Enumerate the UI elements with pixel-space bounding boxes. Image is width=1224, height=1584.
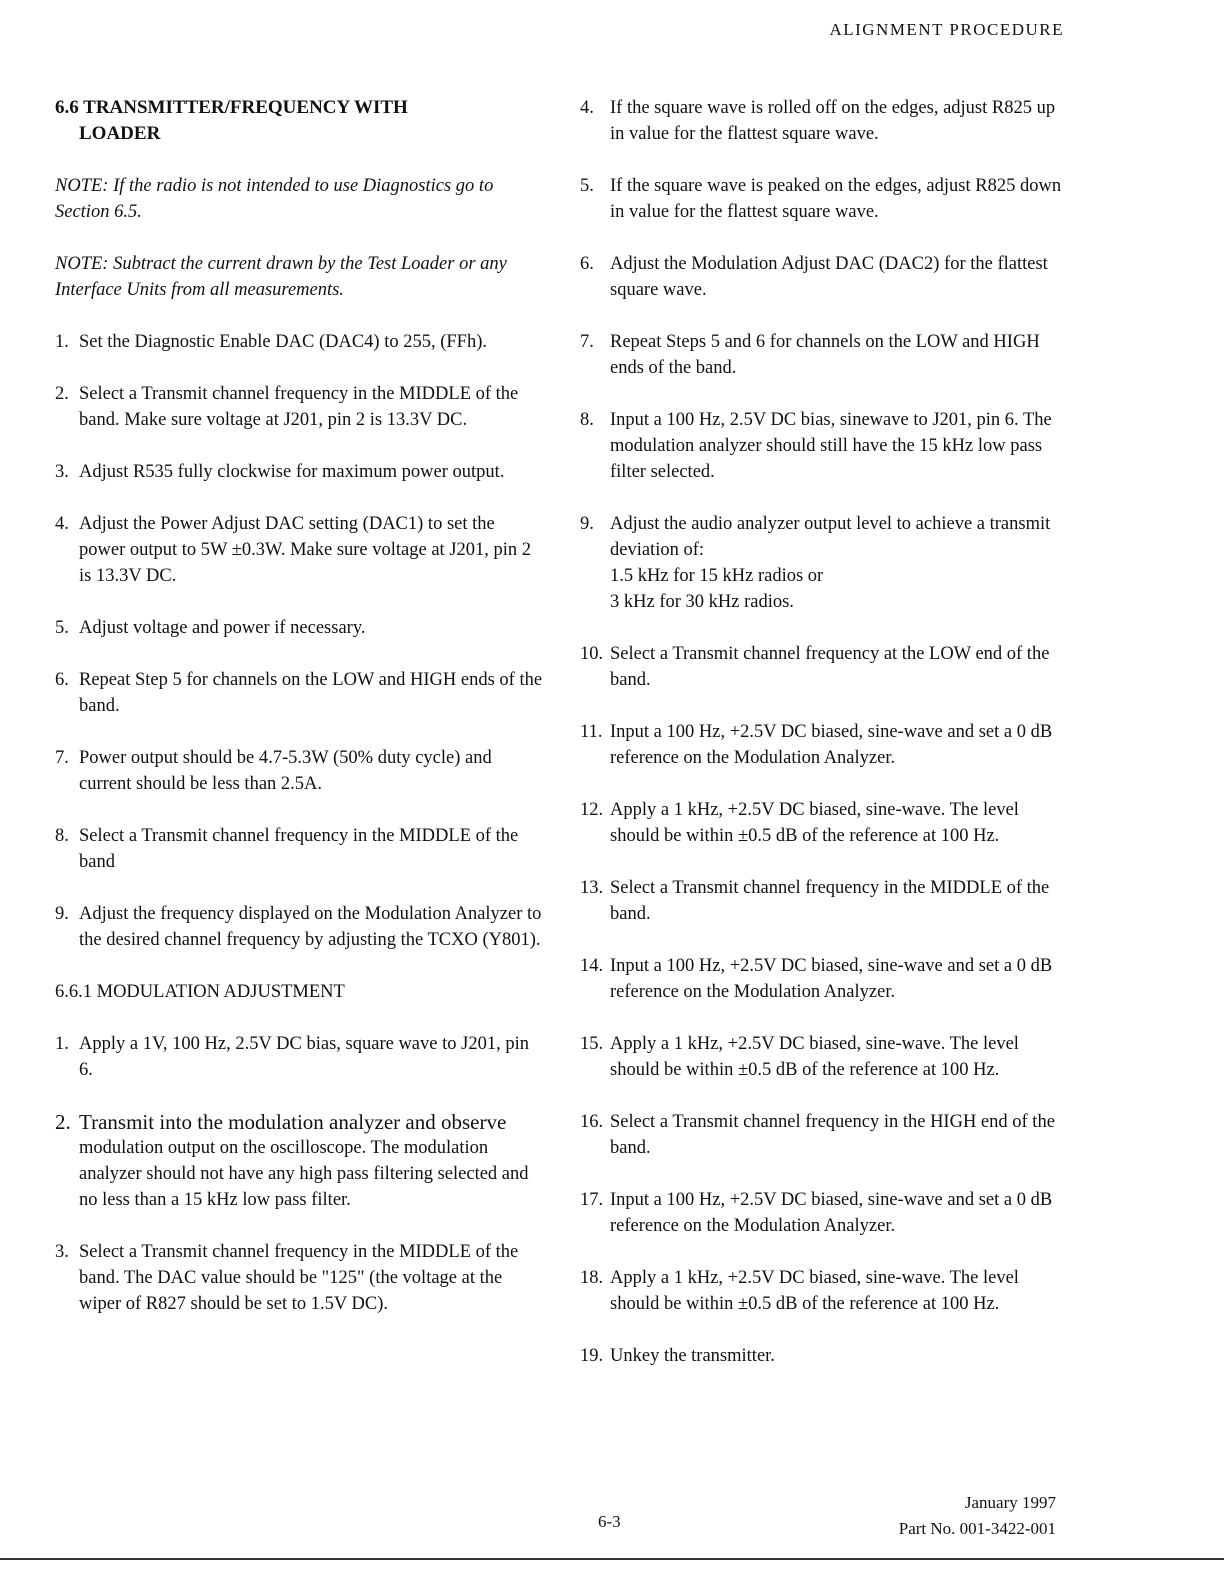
mod-step-16 [580, 1109, 1065, 1161]
footer-part-number: Part No. 001-3422-001 [898, 1519, 1056, 1538]
step-number: 17. [580, 1190, 604, 1210]
section-title-line2: LOADER [79, 123, 161, 144]
step-number: 14. [580, 956, 604, 976]
mod-step-11 [580, 719, 1065, 771]
step-number: 9. [580, 514, 594, 534]
modulation-steps [55, 1031, 545, 1317]
step-8 [55, 823, 545, 875]
step-text: Apply a 1 kHz, +2.5V DC biased, sine-wave. The level should be within ±0.5 dB of the reference at 100 Hz. [610, 800, 1019, 846]
footer-date: January 1997 [964, 1493, 1056, 1512]
step-number: 16. [580, 1112, 604, 1132]
step-text: Input a 100 Hz, +2.5V DC biased, sine-wave and set a 0 dB reference on the Modulation Analyzer. [610, 722, 1053, 768]
step-number: 9. [55, 904, 69, 924]
step-text: Input a 100 Hz, +2.5V DC biased, sine-wave and set a 0 dB reference on the Modulation Analyzer. [610, 1190, 1053, 1236]
mod-step-1 [55, 1031, 545, 1083]
mod-step-6 [580, 251, 1065, 303]
step-text: Select a Transmit channel frequency in the MIDDLE of the band. The DAC value should be "125" (the voltage at the wiper of R827 should be set to 1.5V DC). [79, 1242, 519, 1314]
section-title [55, 95, 545, 147]
step-text: Input a 100 Hz, 2.5V DC bias, sinewave to J201, pin 6. The modulation analyzer should still have the 15 kHz low pass filter selected. [610, 410, 1052, 482]
step-text: Power output should be 4.7-5.3W (50% duty cycle) and current should be less than 2.5A. [79, 748, 492, 794]
step-text: Select a Transmit channel frequency in the MIDDLE of the band. [610, 878, 1050, 924]
step-9 [55, 901, 545, 953]
section-title-line1: 6.6 TRANSMITTER/FREQUENCY WITH [55, 97, 408, 118]
mod-step-8 [580, 407, 1065, 485]
step-text: Select a Transmit channel frequency at the LOW end of the band. [610, 644, 1050, 690]
mod-step-17 [580, 1187, 1065, 1239]
step-text: Repeat Step 5 for channels on the LOW and HIGH ends of the band. [79, 670, 543, 716]
step-number: 7. [55, 748, 69, 768]
step-number: 15. [580, 1034, 604, 1054]
step-number: 11. [580, 722, 603, 742]
mod-step-9 [580, 511, 1065, 615]
page-number: 6-3 [598, 1512, 621, 1531]
step-number: 1. [55, 1034, 69, 1054]
step-text: Adjust the Modulation Adjust DAC (DAC2) for the flattest square wave. [610, 254, 1048, 300]
mod-step-14 [580, 953, 1065, 1005]
step-number: 2. [55, 384, 69, 404]
step-4 [55, 511, 545, 589]
step-number: 5. [580, 176, 594, 196]
step-number: 12. [580, 800, 604, 820]
step-text: Apply a 1V, 100 Hz, 2.5V DC bias, square wave to J201, pin 6. [79, 1034, 529, 1080]
step-text: Select a Transmit channel frequency in the HIGH end of the band. [610, 1112, 1055, 1158]
step-text-line3: 3 kHz for 30 kHz radios. [610, 592, 794, 612]
step-text: Unkey the transmitter. [610, 1346, 775, 1366]
step-text: Adjust the audio analyzer output level to achieve a transmit deviation of: [610, 514, 1051, 560]
step-number: 8. [580, 410, 594, 430]
step-number: 4. [580, 98, 594, 118]
step-text: Adjust the frequency displayed on the Modulation Analyzer to the desired channel frequency by adjusting the TCXO (Y801). [79, 904, 542, 950]
step-text: Repeat Steps 5 and 6 for channels on the LOW and HIGH ends of the band. [610, 332, 1040, 378]
step-number: 5. [55, 618, 69, 638]
mod-step-5 [580, 173, 1065, 225]
step-text: If the square wave is rolled off on the edges, adjust R825 up in value for the flattest square wave. [610, 98, 1056, 144]
mod-step-3 [55, 1239, 545, 1317]
step-7 [55, 745, 545, 797]
step-text: Adjust voltage and power if necessary. [79, 618, 366, 638]
step-number: 18. [580, 1268, 604, 1288]
running-header: ALIGNMENT PROCEDURE [829, 20, 1064, 39]
step-number: 1. [55, 332, 69, 352]
step-number: 19. [580, 1346, 604, 1366]
step-text-line2: 1.5 kHz for 15 kHz radios or [610, 566, 824, 586]
step-text: Apply a 1 kHz, +2.5V DC biased, sine-wave. The level should be within ±0.5 dB of the reference at 100 Hz. [610, 1034, 1019, 1080]
subsection-title: 6.6.1 MODULATION ADJUSTMENT [55, 982, 345, 1002]
step-number: 7. [580, 332, 594, 352]
step-6 [55, 667, 545, 719]
step-text: Adjust R535 fully clockwise for maximum power output. [79, 462, 505, 482]
mod-step-4 [580, 95, 1065, 147]
procedure-steps [55, 329, 545, 953]
left-column [55, 95, 545, 1343]
step-text: Set the Diagnostic Enable DAC (DAC4) to 255, (FFh). [79, 332, 487, 352]
step-text: Apply a 1 kHz, +2.5V DC biased, sine-wave. The level should be within ±0.5 dB of the reference at 100 Hz. [610, 1268, 1019, 1314]
modulation-steps-continued [580, 95, 1065, 1369]
step-text: If the square wave is peaked on the edges, adjust R825 down in value for the flattest square wave. [610, 176, 1062, 222]
step-number: 13. [580, 878, 604, 898]
step-number: 6. [55, 670, 69, 690]
step-text: Input a 100 Hz, +2.5V DC biased, sine-wave and set a 0 dB reference on the Modulation Analyzer. [610, 956, 1053, 1002]
step-3 [55, 459, 545, 485]
step-number: 6. [580, 254, 594, 274]
footer-info [899, 1490, 1056, 1542]
step-text: modulation output on the oscilloscope. The modulation analyzer should not have any high pass filtering selected and no less than a 15 kHz low pass filter. [79, 1138, 529, 1210]
step-number: 3. [55, 462, 69, 482]
mod-step-19 [580, 1343, 1065, 1369]
step-number: 2. [55, 1110, 71, 1134]
bottom-rule [0, 1558, 1224, 1560]
step-text: Select a Transmit channel frequency in the MIDDLE of the band. Make sure voltage at J201, pin 2 is 13.3V DC. [79, 384, 519, 430]
note-current: NOTE: Subtract the current drawn by the Test Loader or any Interface Units from all measurements. [55, 254, 507, 300]
mod-step-7 [580, 329, 1065, 381]
step-text: Adjust the Power Adjust DAC setting (DAC1) to set the power output to 5W ±0.3W. Make sure voltage at J201, pin 2 is 13.3V DC. [79, 514, 532, 586]
step-text-large: Transmit into the modulation analyzer and observe [79, 1110, 507, 1134]
step-number: 8. [55, 826, 69, 846]
step-text: Select a Transmit channel frequency in the MIDDLE of the band [79, 826, 519, 872]
mod-step-12 [580, 797, 1065, 849]
mod-step-15 [580, 1031, 1065, 1083]
mod-step-10 [580, 641, 1065, 693]
step-1 [55, 329, 545, 355]
step-number: 4. [55, 514, 69, 534]
mod-step-13 [580, 875, 1065, 927]
step-number: 3. [55, 1242, 69, 1262]
mod-step-2 [55, 1109, 545, 1213]
step-number: 10. [580, 644, 604, 664]
note-diagnostics: NOTE: If the radio is not intended to use Diagnostics go to Section 6.5. [55, 176, 494, 222]
mod-step-18 [580, 1265, 1065, 1317]
step-5 [55, 615, 545, 641]
right-column [580, 95, 1065, 1395]
step-2 [55, 381, 545, 433]
